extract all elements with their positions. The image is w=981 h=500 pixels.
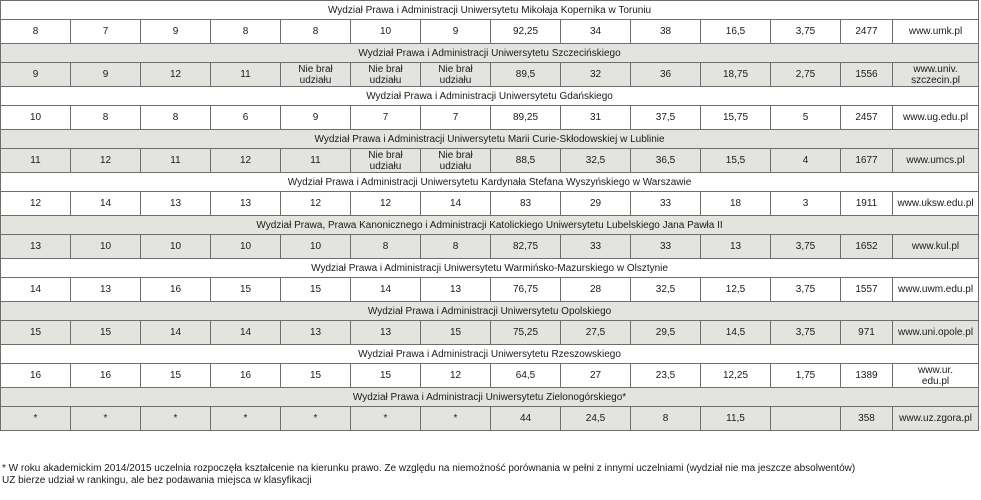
website-cell: www.umcs.pl: [893, 149, 979, 173]
value-cell: 29: [561, 192, 631, 216]
faculty-data-row: [1, 364, 979, 388]
value-cell: 13: [351, 321, 421, 345]
value-cell: *: [421, 407, 491, 431]
value-cell: 8: [281, 20, 351, 44]
value-cell: 10: [1, 106, 71, 130]
value-cell: 13: [71, 278, 141, 302]
faculty-name: Wydział Prawa i Administracji Uniwersytetu Warmińsko-Mazurskiego w Olsztynie: [1, 259, 979, 278]
faculty-header-row: [1, 259, 979, 278]
value-cell: 12: [281, 192, 351, 216]
value-cell: 7: [421, 106, 491, 130]
value-cell: 12: [421, 364, 491, 388]
value-cell: 16: [141, 278, 211, 302]
value-cell: 15: [281, 364, 351, 388]
value-cell: 12: [141, 63, 211, 87]
value-cell: 13: [281, 321, 351, 345]
value-cell: 3,75: [771, 235, 841, 259]
faculty-name: Wydział Prawa i Administracji Uniwersytetu Opolskiego: [1, 302, 979, 321]
value-cell: 27: [561, 364, 631, 388]
value-cell: 18,75: [701, 63, 771, 87]
value-cell: 11: [141, 149, 211, 173]
value-cell: 10: [141, 235, 211, 259]
value-cell: 36: [631, 63, 701, 87]
value-cell: 75,25: [491, 321, 561, 345]
value-cell: 88,5: [491, 149, 561, 173]
value-cell: 15,5: [701, 149, 771, 173]
value-cell: 12: [71, 149, 141, 173]
value-cell: 32,5: [561, 149, 631, 173]
value-cell: *: [351, 407, 421, 431]
faculty-name: Wydział Prawa i Administracji Uniwersytetu Marii Curie-Skłodowskiej w Lublinie: [1, 130, 979, 149]
value-cell: 37,5: [631, 106, 701, 130]
value-cell: 76,75: [491, 278, 561, 302]
value-cell: 36,5: [631, 149, 701, 173]
value-cell: 38: [631, 20, 701, 44]
value-cell: 28: [561, 278, 631, 302]
faculty-header-row: [1, 1, 979, 20]
website-cell: www.uwm.edu.pl: [893, 278, 979, 302]
value-cell: *: [71, 407, 141, 431]
value-cell: 83: [491, 192, 561, 216]
value-cell: 6: [211, 106, 281, 130]
faculty-header-row: [1, 345, 979, 364]
faculty-name: Wydział Prawa i Administracji Uniwersytetu Szczecińskiego: [1, 44, 979, 63]
value-cell: 33: [631, 235, 701, 259]
value-cell: 12: [1, 192, 71, 216]
value-cell: 14: [421, 192, 491, 216]
website-cell: www.ur. edu.pl: [893, 364, 979, 388]
faculty-data-row: [1, 149, 979, 173]
value-cell: 3,75: [771, 20, 841, 44]
value-cell: 12: [351, 192, 421, 216]
value-cell: 64,5: [491, 364, 561, 388]
value-cell: 8: [1, 20, 71, 44]
value-cell: *: [141, 407, 211, 431]
value-cell: 82,75: [491, 235, 561, 259]
value-cell: 1652: [841, 235, 893, 259]
faculty-header-row: [1, 44, 979, 63]
value-cell: 27,5: [561, 321, 631, 345]
value-cell: 89,25: [491, 106, 561, 130]
value-cell: 16: [71, 364, 141, 388]
value-cell: 1677: [841, 149, 893, 173]
value-cell: 3: [771, 192, 841, 216]
value-cell: 32: [561, 63, 631, 87]
value-cell: 15: [211, 278, 281, 302]
value-cell: 1557: [841, 278, 893, 302]
value-cell: 358: [841, 407, 893, 431]
faculty-header-row: [1, 87, 979, 106]
value-cell: 971: [841, 321, 893, 345]
website-cell: www.ug.edu.pl: [893, 106, 979, 130]
value-cell: 10: [211, 235, 281, 259]
value-cell: 3,75: [771, 278, 841, 302]
value-cell: 31: [561, 106, 631, 130]
value-cell: 12,25: [701, 364, 771, 388]
value-cell: 15: [421, 321, 491, 345]
value-cell: 1911: [841, 192, 893, 216]
value-cell: 15: [141, 364, 211, 388]
value-cell: 89,5: [491, 63, 561, 87]
value-cell: 8: [631, 407, 701, 431]
value-cell: 16,5: [701, 20, 771, 44]
value-cell: 14: [211, 321, 281, 345]
value-cell: *: [281, 407, 351, 431]
faculty-name: Wydział Prawa i Administracji Uniwersytetu Zielonogórskiego*: [1, 388, 979, 407]
faculty-data-row: [1, 235, 979, 259]
value-cell: 11,5: [701, 407, 771, 431]
faculty-header-row: [1, 173, 979, 192]
value-cell: 16: [211, 364, 281, 388]
faculty-name: Wydział Prawa i Administracji Uniwersytetu Kardynała Stefana Wyszyńskiego w Warszawie: [1, 173, 979, 192]
value-cell: 3,75: [771, 321, 841, 345]
value-cell: 13: [141, 192, 211, 216]
value-cell: Nie brał udziału: [421, 149, 491, 173]
value-cell: 7: [71, 20, 141, 44]
website-cell: www.uni.opole.pl: [893, 321, 979, 345]
faculty-data-row: [1, 407, 979, 431]
value-cell: 1,75: [771, 364, 841, 388]
value-cell: 4: [771, 149, 841, 173]
value-cell: 13: [211, 192, 281, 216]
value-cell: 1556: [841, 63, 893, 87]
website-cell: www.umk.pl: [893, 20, 979, 44]
value-cell: Nie brał udziału: [351, 149, 421, 173]
faculty-name: Wydział Prawa, Prawa Kanonicznego i Administracji Katolickiego Uniwersytetu Lubelskiego Jana Pawła II: [1, 216, 979, 235]
value-cell: 2477: [841, 20, 893, 44]
value-cell: 8: [351, 235, 421, 259]
faculty-data-row: [1, 106, 979, 130]
value-cell: 15: [351, 364, 421, 388]
value-cell: [771, 407, 841, 431]
value-cell: 8: [421, 235, 491, 259]
value-cell: 1389: [841, 364, 893, 388]
website-cell: www.univ. szczecin.pl: [893, 63, 979, 87]
value-cell: 13: [421, 278, 491, 302]
value-cell: 8: [141, 106, 211, 130]
value-cell: 2457: [841, 106, 893, 130]
value-cell: 12: [211, 149, 281, 173]
footnote: * W roku akademickim 2014/2015 uczelnia rozpoczęła kształcenie na kierunku prawo. Ze względu na niemożność porównania w pełni z innymi uczelniami (wydział nie ma jeszcze absolwentów) UZ bierze udział w rankingu, ale bez podawania miejsca w klasyfikacji: [2, 463, 856, 486]
value-cell: 44: [491, 407, 561, 431]
value-cell: Nie brał udziału: [421, 63, 491, 87]
value-cell: 15: [1, 321, 71, 345]
faculty-header-row: [1, 302, 979, 321]
value-cell: 9: [421, 20, 491, 44]
faculty-header-row: [1, 130, 979, 149]
value-cell: 29,5: [631, 321, 701, 345]
value-cell: 15: [281, 278, 351, 302]
value-cell: 8: [71, 106, 141, 130]
faculty-name: Wydział Prawa i Administracji Uniwersytetu Rzeszowskiego: [1, 345, 979, 364]
value-cell: 24,5: [561, 407, 631, 431]
faculty-data-row: [1, 278, 979, 302]
value-cell: *: [1, 407, 71, 431]
website-cell: www.kul.pl: [893, 235, 979, 259]
value-cell: 13: [701, 235, 771, 259]
value-cell: 9: [281, 106, 351, 130]
value-cell: 14: [141, 321, 211, 345]
faculty-data-row: [1, 63, 979, 87]
value-cell: 23,5: [631, 364, 701, 388]
website-cell: www.uksw.edu.pl: [893, 192, 979, 216]
value-cell: 7: [351, 106, 421, 130]
value-cell: 33: [631, 192, 701, 216]
value-cell: 33: [561, 235, 631, 259]
faculty-header-row: [1, 388, 979, 407]
value-cell: 8: [211, 20, 281, 44]
value-cell: 9: [1, 63, 71, 87]
value-cell: 11: [211, 63, 281, 87]
value-cell: 18: [701, 192, 771, 216]
faculty-header-row: [1, 216, 979, 235]
value-cell: 14: [351, 278, 421, 302]
value-cell: 14: [1, 278, 71, 302]
faculty-data-row: [1, 20, 979, 44]
faculty-name: Wydział Prawa i Administracji Uniwersytetu Mikołaja Kopernika w Toruniu: [1, 1, 979, 20]
value-cell: 14,5: [701, 321, 771, 345]
value-cell: Nie brał udziału: [281, 63, 351, 87]
value-cell: 14: [71, 192, 141, 216]
value-cell: 10: [281, 235, 351, 259]
value-cell: Nie brał udziału: [351, 63, 421, 87]
value-cell: *: [211, 407, 281, 431]
value-cell: 2,75: [771, 63, 841, 87]
value-cell: 13: [1, 235, 71, 259]
faculty-data-row: [1, 321, 979, 345]
value-cell: 9: [71, 63, 141, 87]
faculty-data-row: [1, 192, 979, 216]
value-cell: 11: [1, 149, 71, 173]
ranking-table-body: [1, 1, 979, 431]
faculty-name: Wydział Prawa i Administracji Uniwersytetu Gdańskiego: [1, 87, 979, 106]
value-cell: 11: [281, 149, 351, 173]
value-cell: 10: [71, 235, 141, 259]
value-cell: 9: [141, 20, 211, 44]
website-cell: www.uz.zgora.pl: [893, 407, 979, 431]
value-cell: 10: [351, 20, 421, 44]
value-cell: 15: [71, 321, 141, 345]
value-cell: 34: [561, 20, 631, 44]
value-cell: 92,25: [491, 20, 561, 44]
value-cell: 12,5: [701, 278, 771, 302]
value-cell: 16: [1, 364, 71, 388]
value-cell: 32,5: [631, 278, 701, 302]
value-cell: 15,75: [701, 106, 771, 130]
value-cell: 5: [771, 106, 841, 130]
